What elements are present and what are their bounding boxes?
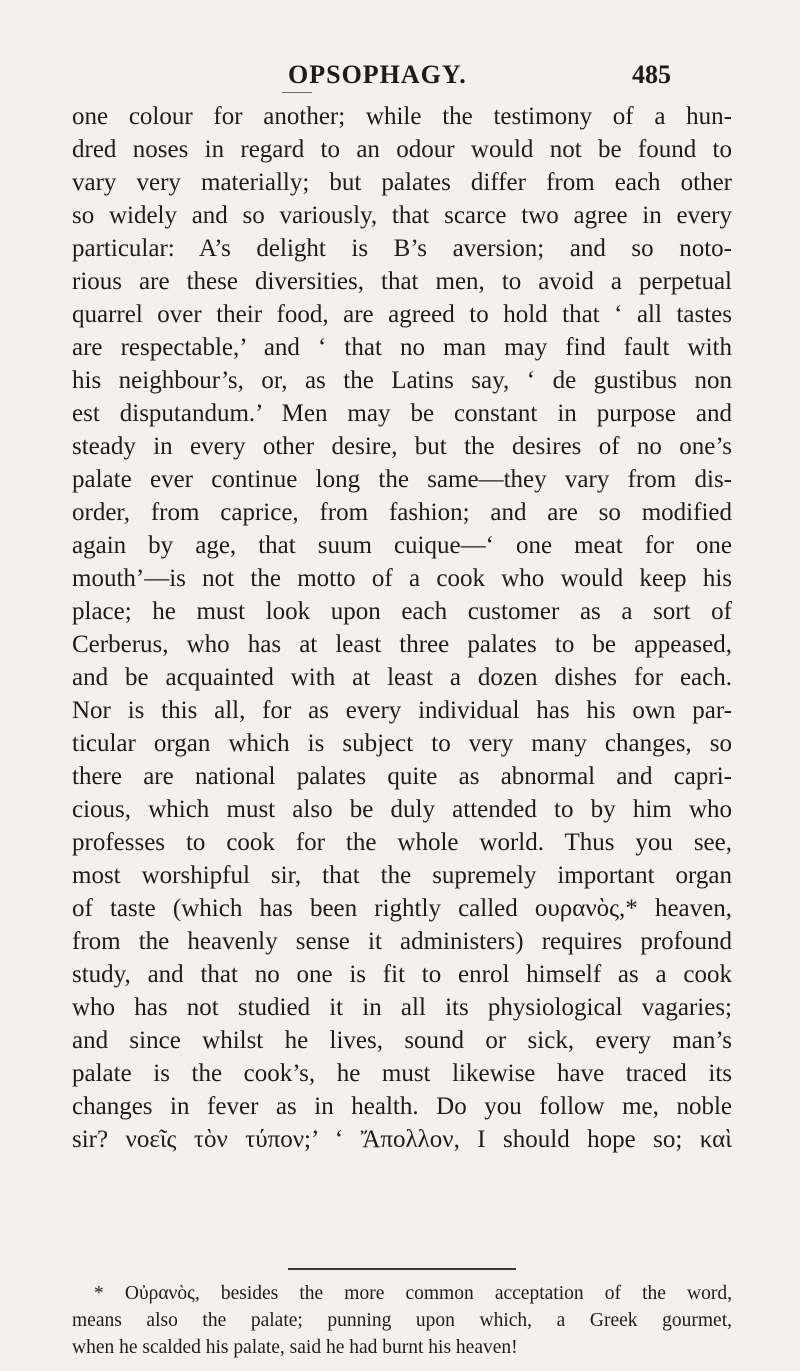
body-line: there are national palates quite as abnormal and capri- bbox=[72, 763, 732, 790]
body-line: steady in every other desire, but the desires of no one’s bbox=[72, 433, 732, 460]
footnote bbox=[72, 1280, 732, 1361]
body-line: Cerberus, who has at least three palates to be appeased, bbox=[72, 631, 732, 658]
body-line: particular: A’s delight is B’s aversion; and so noto- bbox=[72, 235, 732, 262]
body-line: order, from caprice, from fashion; and are so modified bbox=[72, 499, 732, 526]
body-line: and since whilst he lives, sound or sick, every man’s bbox=[72, 1027, 732, 1054]
running-head-mark bbox=[282, 92, 312, 93]
body-line: mouth’—is not the motto of a cook who would keep his bbox=[72, 565, 732, 592]
running-head bbox=[0, 50, 800, 90]
body-line: his neighbour’s, or, as the Latins say, ‘ de gustibus non bbox=[72, 367, 732, 394]
body-text bbox=[72, 100, 732, 1156]
body-line: of taste (which has been rightly called ουρανὸς,* heaven, bbox=[72, 895, 732, 922]
footnote-divider bbox=[288, 1268, 516, 1270]
body-line: study, and that no one is fit to enrol himself as a cook bbox=[72, 961, 732, 988]
running-title: OPSOPHAGY. bbox=[288, 60, 467, 89]
body-line: again by age, that suum cuique—‘ one meat for one bbox=[72, 532, 732, 559]
body-line: changes in fever as in health. Do you follow me, noble bbox=[72, 1093, 732, 1120]
body-line: palate ever continue long the same—they vary from dis- bbox=[72, 466, 732, 493]
body-line: and be acquainted with at least a dozen dishes for each. bbox=[72, 664, 732, 691]
body-line: place; he must look upon each customer as a sort of bbox=[72, 598, 732, 625]
footnote-line: when he scalded his palate, said he had burnt his heaven! bbox=[72, 1337, 518, 1358]
body-line: from the heavenly sense it administers) requires profound bbox=[72, 928, 732, 955]
body-line: palate is the cook’s, he must likewise have traced its bbox=[72, 1060, 732, 1087]
body-line: most worshipful sir, that the supremely important organ bbox=[72, 862, 732, 889]
body-line: quarrel over their food, are agreed to hold that ‘ all tastes bbox=[72, 301, 732, 328]
body-line: who has not studied it in all its physiological vagaries; bbox=[72, 994, 732, 1021]
body-line: rious are these diversities, that men, to avoid a perpetual bbox=[72, 268, 732, 295]
body-line: est disputandum.’ Men may be constant in purpose and bbox=[72, 400, 732, 427]
body-line: sir? νοεῖς τὸν τύπον;’ ‘ Ἄπολλον, I should hope so; καὶ bbox=[72, 1126, 732, 1153]
body-line: vary very materially; but palates differ from each other bbox=[72, 169, 732, 196]
body-line: ticular organ which is subject to very many changes, so bbox=[72, 730, 732, 757]
footnote-line: means also the palate; punning upon which, a Greek gourmet, bbox=[72, 1310, 732, 1331]
body-line: dred noses in regard to an odour would not be found to bbox=[72, 136, 732, 163]
body-line: Nor is this all, for as every individual has his own par- bbox=[72, 697, 732, 724]
page-number: 485 bbox=[632, 60, 671, 89]
body-line: so widely and so variously, that scarce two agree in every bbox=[72, 202, 732, 229]
footnote-line: * Οὐρανὸς, besides the more common acceptation of the word, bbox=[94, 1283, 732, 1304]
body-line: are respectable,’ and ‘ that no man may find fault with bbox=[72, 334, 732, 361]
body-line: professes to cook for the whole world. Thus you see, bbox=[72, 829, 732, 856]
body-line: one colour for another; while the testimony of a hun- bbox=[72, 103, 732, 130]
body-line: cious, which must also be duly attended to by him who bbox=[72, 796, 732, 823]
